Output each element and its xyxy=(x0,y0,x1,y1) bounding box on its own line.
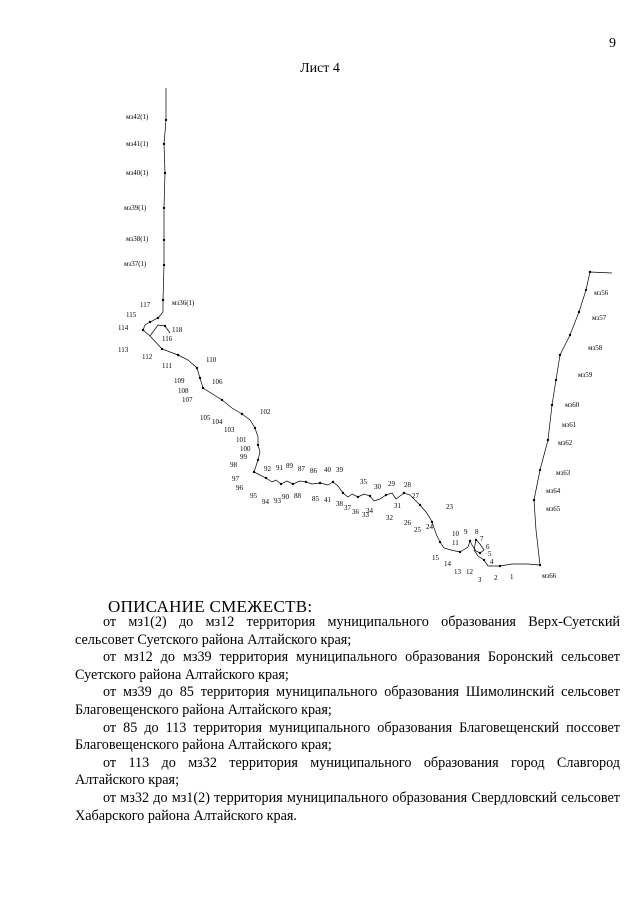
adjacency-paragraph: от 113 до мз32 территория муниципального образования город Славгород Алтайского края; xyxy=(75,754,620,789)
point-label: 103 xyxy=(224,426,235,434)
point-label: 100 xyxy=(240,445,251,453)
marker-label: мз38(1) xyxy=(126,235,149,243)
point-label: 28 xyxy=(404,481,411,489)
point-label: 7 xyxy=(480,535,484,543)
point-label: 26 xyxy=(404,519,411,527)
adjacency-paragraph: от мз1(2) до мз12 территория муниципального образования Верх-Суетский сельсовет Суетского района Алтайского края; xyxy=(75,614,620,648)
point-label: 1 xyxy=(510,573,514,581)
point-label: 33 xyxy=(362,511,369,519)
page-number: 9 xyxy=(609,36,616,51)
point-label: 107 xyxy=(182,396,193,404)
point-label: 90 xyxy=(282,493,289,501)
point-label: 30 xyxy=(374,483,381,491)
point-label: 101 xyxy=(236,436,247,444)
marker-label: мз56 xyxy=(594,289,609,297)
point-label: 91 xyxy=(276,464,283,472)
point-label: 106 xyxy=(212,378,223,386)
adjacency-description xyxy=(75,614,620,825)
point-label: 23 xyxy=(446,503,453,511)
point-label: 32 xyxy=(386,514,393,522)
point-label: 85 xyxy=(312,495,319,503)
point-label: 98 xyxy=(230,461,237,469)
point-label: 41 xyxy=(324,496,331,504)
point-label: 117 xyxy=(140,301,151,309)
adjacency-paragraph: от мз39 до 85 территория муниципального образования Шимолинский сельсовет Благовещенского района Алтайского края; xyxy=(75,684,620,718)
point-label: 114 xyxy=(118,324,129,332)
point-label: 115 xyxy=(126,311,137,319)
point-label: 93 xyxy=(274,497,281,505)
marker-label: мз61 xyxy=(562,421,577,429)
point-label: 97 xyxy=(232,475,239,483)
point-label: 38 xyxy=(336,500,343,508)
point-label: 3 xyxy=(478,576,482,584)
point-label: 95 xyxy=(250,492,257,500)
marker-label: мз60 xyxy=(565,401,580,409)
marker-label: мз41(1) xyxy=(126,140,149,148)
marker-label: мз42(1) xyxy=(126,113,149,121)
point-label: 25 xyxy=(414,526,421,534)
point-label: 10 xyxy=(452,530,459,538)
point-label: 39 xyxy=(336,466,343,474)
marker-label: мз66 xyxy=(542,572,557,580)
point-label: 31 xyxy=(394,502,401,510)
adjacency-paragraph: от мз12 до мз39 территория муниципального образования Боронский сельсовет Суетского района Алтайского края; xyxy=(75,649,620,683)
point-label: 24 xyxy=(426,523,433,531)
point-label: 8 xyxy=(475,528,479,536)
marker-label: мз58 xyxy=(588,344,603,352)
point-label: 108 xyxy=(178,387,189,395)
point-label: 34 xyxy=(366,507,373,515)
point-label: 5 xyxy=(488,550,492,558)
point-label: 116 xyxy=(162,335,173,343)
point-label: 94 xyxy=(262,498,269,506)
boundary-line xyxy=(143,88,612,566)
marker-label: мз59 xyxy=(578,371,593,379)
point-label: 14 xyxy=(444,560,451,568)
point-label: 12 xyxy=(466,568,473,576)
point-label: 2 xyxy=(494,574,498,582)
marker-label: мз57 xyxy=(592,314,607,322)
point-label: 113 xyxy=(118,346,129,354)
point-label: 110 xyxy=(206,356,217,364)
point-label: 6 xyxy=(486,543,490,551)
marker-label: мз64 xyxy=(546,487,561,495)
point-label: 27 xyxy=(412,492,419,500)
boundary-points xyxy=(142,119,591,567)
point-label: 118 xyxy=(172,326,183,334)
point-label: 15 xyxy=(432,554,439,562)
marker-label: мз65 xyxy=(546,505,561,513)
point-label: 37 xyxy=(344,504,351,512)
marker-label: мз39(1) xyxy=(124,204,147,212)
point-label: 96 xyxy=(236,484,243,492)
point-label: 102 xyxy=(260,408,271,416)
point-label: 92 xyxy=(264,465,271,473)
point-label: 13 xyxy=(454,568,461,576)
point-label: 104 xyxy=(212,418,223,426)
point-label: 111 xyxy=(162,362,172,370)
point-label: 29 xyxy=(388,480,395,488)
point-label: 88 xyxy=(294,492,301,500)
marker-label: мз40(1) xyxy=(126,169,149,177)
marker-label: мз37(1) xyxy=(124,260,147,268)
adjacency-paragraph: от 85 до 113 территория муниципального образования Благовещенский поссовет Благовещенского района Алтайского края; xyxy=(75,719,620,754)
adjacency-paragraph: от мз32 до мз1(2) территория муниципального образования Свердловский сельсовет Хабарского района Алтайского края. xyxy=(75,789,620,824)
point-label: 86 xyxy=(310,467,317,475)
point-label: 89 xyxy=(286,462,293,470)
point-label: 87 xyxy=(298,465,305,473)
sheet-label: Лист 4 xyxy=(300,61,340,76)
point-label: 40 xyxy=(324,466,331,474)
point-label: 112 xyxy=(142,353,153,361)
point-label: 99 xyxy=(240,453,247,461)
point-label: 36 xyxy=(352,508,359,516)
marker-label: мз63 xyxy=(556,469,571,477)
point-label: 9 xyxy=(464,528,468,536)
point-label: 11 xyxy=(452,539,459,547)
section-title: ОПИСАНИЕ СМЕЖЕСТВ: xyxy=(108,597,313,616)
point-label: 35 xyxy=(360,478,367,486)
point-label: 4 xyxy=(490,558,494,566)
marker-label: мз62 xyxy=(558,439,573,447)
point-label: 109 xyxy=(174,377,185,385)
marker-label: мз36(1) xyxy=(172,299,195,307)
point-label: 105 xyxy=(200,414,211,422)
